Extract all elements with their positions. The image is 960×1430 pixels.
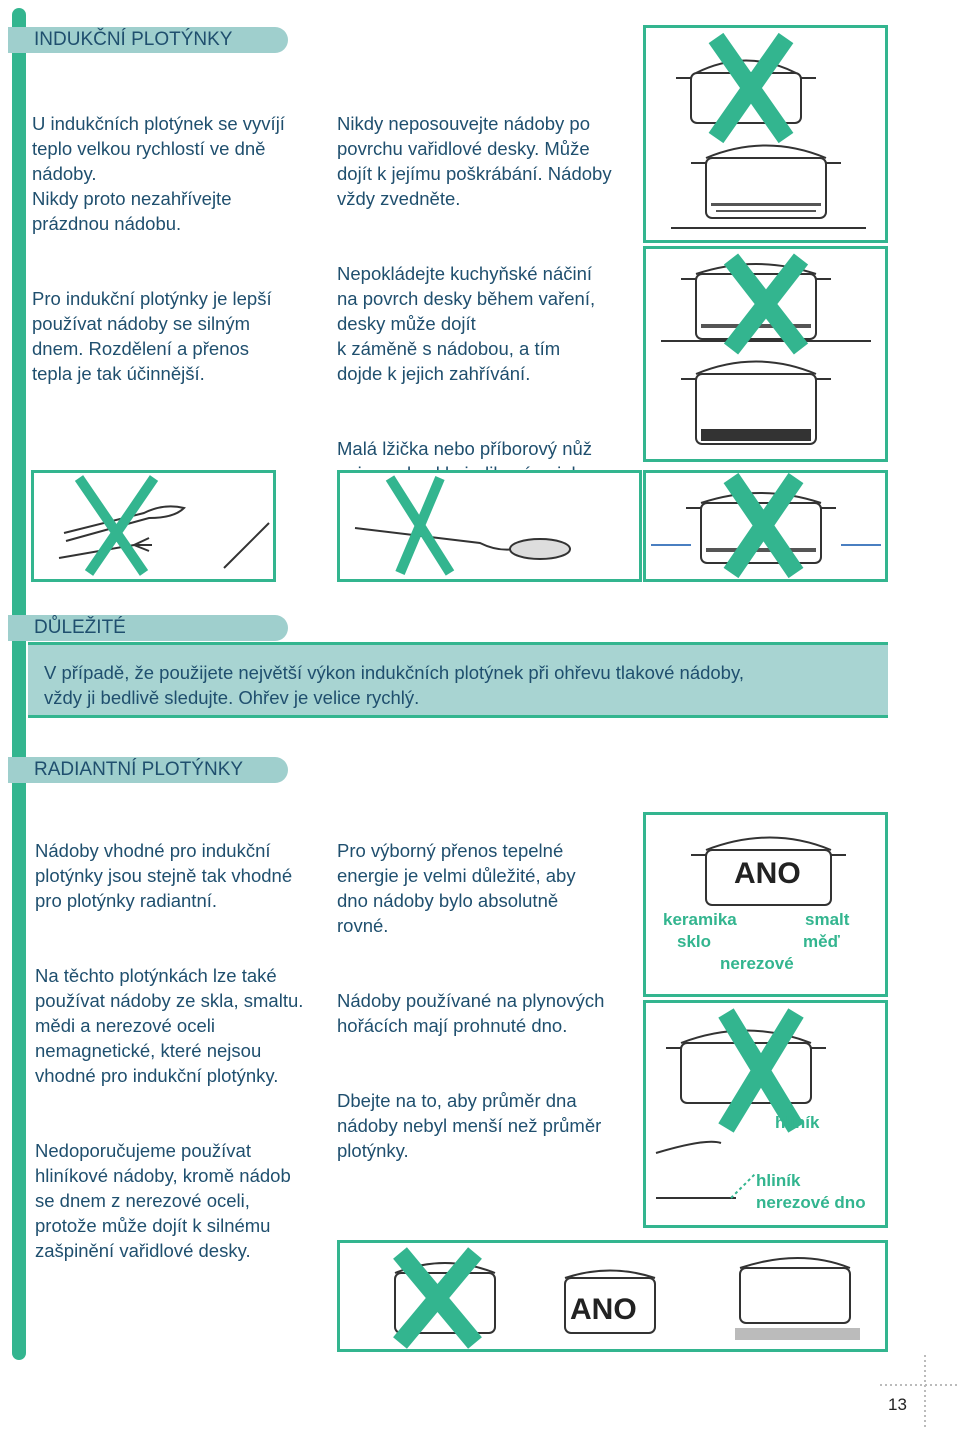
ano-bottom-label: ANO (570, 1293, 637, 1326)
paragraph: Pro indukční plotýnky je lepší používat nádoby se silným dnem. Rozdělení a přenos tepla je tak účinnější. (32, 288, 272, 384)
section-heading-induction: INDUKČNÍ PLOTÝNKY (8, 27, 288, 53)
paragraph: Malá lžička nebo příborový nůž (337, 438, 593, 459)
paragraph: Nikdy neposouvejte nádoby po povrchu vařidlové desky. Může dojít k jejímu poškrábání. Nádoby vždy zvedněte. (337, 113, 612, 209)
illustration-pot-width (643, 470, 888, 582)
paragraph: Na těchto plotýnkách lze také používat nádoby ze skla, smaltu. mědi a nerezové oceli nemagnetické, které nejsou vhodné pro indukční plotýnky. (35, 965, 304, 1086)
induction-col1 (32, 86, 322, 436)
paragraph: Nádoby používané na plynových hořácích mají prohnuté dno. (337, 990, 605, 1036)
radiant-col1 (35, 813, 330, 1313)
pot-drawing (646, 249, 886, 459)
pot-drawing (646, 1003, 886, 1225)
section-heading-radiant: RADIANTNÍ PLOTÝNKY (8, 757, 288, 783)
paragraph: Pro výborný přenos tepelné energie je velmi důležité, aby dno nádoby bylo absolutně rovné. (337, 840, 576, 936)
paragraph: Dbejte na to, aby průměr dna nádoby nebyl menší než průměr plotýnky. (337, 1090, 602, 1161)
radiant-col2 (337, 813, 637, 1213)
pot-drawing (646, 28, 886, 240)
illustration-ladle (337, 470, 642, 582)
material-nerezove: nerezové (720, 954, 794, 973)
paragraph: Nedoporučujeme používat hliníkové nádoby, kromě nádob se dnem z nerezové oceli, protože může dojít k silnému zašpinění vařidlové desky. (35, 1140, 291, 1261)
crop-mark (880, 1355, 960, 1430)
material-nerezove-dno: nerezové dno (756, 1193, 866, 1212)
utensil-drawing (340, 473, 640, 579)
illustration-bottom-pots (337, 1240, 888, 1352)
section-heading-important: DŮLEŽITÉ (8, 615, 288, 641)
material-smalt: smalt (805, 910, 850, 929)
paragraph: Nádoby vhodné pro indukční plotýnky jsou stejně tak vhodné pro plotýnky radiantní. (35, 840, 293, 911)
material-hlinik-2: hliník (756, 1171, 801, 1190)
utensil-drawing (34, 473, 274, 579)
side-bar-top (12, 8, 26, 628)
paragraph: Nepokládejte kuchyňské náčiní na povrch desky během vaření, desky může dojít k záměně s nádobou, a tím dojde k jejich zahřívání. (337, 263, 596, 384)
side-bar-bottom (12, 615, 26, 1360)
illustration-spoon-fork (31, 470, 276, 582)
illustration-pot-slide (643, 246, 888, 462)
page-number: 13 (888, 1395, 907, 1414)
material-hlinik: hliník (775, 1113, 820, 1132)
pot-drawing (646, 473, 886, 579)
important-text: V případě, že použijete největší výkon indukčních plotýnek při ohřevu tlakové nádoby, vždy ji bedlivě sledujte. Ohřev je velice rychlý. (44, 662, 744, 708)
illustration-pot-lift (643, 25, 888, 243)
paragraph: U indukčních plotýnek se vyvíjí teplo velkou rychlostí ve dně nádoby. Nikdy proto nezahřívejte prázdnou nádobu. (32, 113, 285, 234)
material-keramika: keramika (663, 910, 737, 929)
material-sklo: sklo (677, 932, 712, 951)
material-med: měď (803, 932, 840, 951)
ano-label: ANO (734, 857, 801, 890)
